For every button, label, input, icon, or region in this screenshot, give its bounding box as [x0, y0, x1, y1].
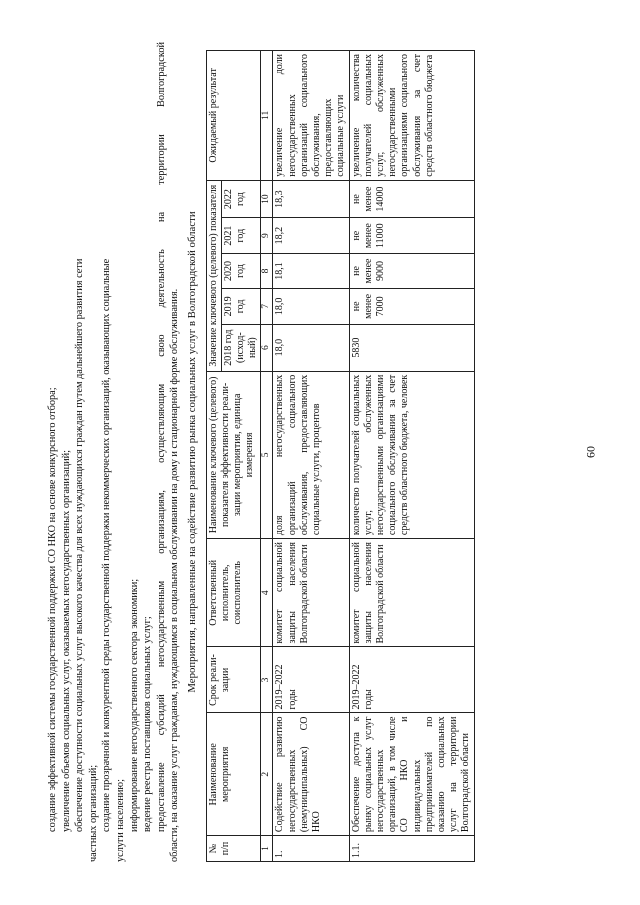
column-number: 6: [261, 324, 273, 371]
header-year: 2019 год: [221, 289, 261, 324]
row-responsible: комитет социальной защиты населения Волгоградской области: [349, 539, 474, 647]
header-year: 2018 год (исход-ный): [221, 324, 261, 371]
header-responsible: Ответственный исполнитель, соисполнитель: [206, 539, 261, 647]
row-result: увеличение количества получателей социальных услуг, обслуженных негосударственными организациями социального обслуживания за счет средств областного бюджета: [349, 51, 474, 181]
header-year: 2022 год: [221, 180, 261, 218]
column-number: 1: [261, 836, 273, 862]
row-value: не менее 11000: [349, 218, 474, 253]
row-value: 18,2: [273, 218, 349, 253]
header-name: Наименование мероприятия: [206, 713, 261, 836]
row-value: не менее 7000: [349, 289, 474, 324]
header-result: Ожидаемый результат: [206, 51, 261, 181]
intro-line: обеспечение доступности социальных услуг высокого качества для всех нуждающихся граждан путем дальнейшего развития сети: [74, 258, 86, 832]
column-number: 9: [261, 218, 273, 253]
column-number: 10: [261, 180, 273, 218]
row-num: 1.: [273, 836, 349, 862]
header-values-group: Значение ключевого (целевого) показателя: [206, 180, 221, 371]
column-number: 7: [261, 289, 273, 324]
row-name: Содействие развитию негосударственных (немуниципальных) СО НКО: [273, 713, 349, 836]
row-value: 18,0: [273, 289, 349, 324]
row-result: увеличение доли негосударственных организаций социального обслуживания, предоставляющих социальные услуги: [273, 51, 349, 181]
intro-line: ведение реестра поставщиков социальных услуг;: [142, 616, 154, 832]
intro-line: увеличение объемов социальных услуг, оказываемых негосударственных организаций;: [60, 450, 72, 832]
intro-line: услуги населению;: [114, 779, 126, 862]
row-indicator: количество получателей социальных услуг, обслуженных негосударственными организациями социального обслуживания за счет средств областного бюджета, человек: [349, 371, 474, 538]
column-number: 4: [261, 539, 273, 647]
rotated-content: [40, 32, 600, 872]
intro-line: предоставление субсидий негосударственным организациям, осуществляющим свою деятельность на территории Волгоградской: [155, 42, 167, 832]
column-number: 5: [261, 371, 273, 538]
row-value: 18,0: [273, 324, 349, 371]
intro-line: частных организаций;: [87, 764, 99, 862]
row-value: не менее 14000: [349, 180, 474, 218]
table-row: [349, 51, 474, 862]
header-year: 2020 год: [221, 253, 261, 288]
column-numbers-row: [261, 51, 273, 862]
row-term: 2019–2022 годы: [273, 647, 349, 713]
column-number: 8: [261, 253, 273, 288]
intro-line: области, на оказание услуг гражданам, нуждающимся в социальном обслуживании на дому и стационарной форме обслуживания.: [169, 288, 181, 862]
row-value: 5830: [349, 324, 474, 371]
intro-line: информирование негосударственного сектора экономики;: [128, 578, 140, 832]
column-number: 2: [261, 713, 273, 836]
table-row: [273, 51, 349, 862]
intro-line: создание эффективной системы государственной поддержки СО НКО на основе конкурсного отбора;: [47, 387, 58, 832]
header-num: № п/п: [206, 836, 261, 862]
page-number: 60: [583, 446, 598, 458]
intro-text: [46, 42, 182, 862]
row-value: 18,3: [273, 180, 349, 218]
column-number: 3: [261, 647, 273, 713]
table-title: Мероприятия, направленные на содействие развитию рынка социальных услуг в Волгоградской области: [185, 211, 198, 693]
row-value: 18,1: [273, 253, 349, 288]
row-term: 2019–2022 годы: [349, 647, 474, 713]
column-number: 11: [261, 51, 273, 181]
row-responsible: комитет социальной защиты населения Волгоградской области: [273, 539, 349, 647]
header-year: 2021 год: [221, 218, 261, 253]
row-value: не менее 9000: [349, 253, 474, 288]
row-indicator: доля негосударственных организаций социального обслуживания, предоставляющих социальные услуги, процентов: [273, 371, 349, 538]
row-name: Обеспечение доступа к рынку социальных услуг негосударственных организаций, в том числе СО НКО и индивидуальных предпринимателей по оказанию социальных услуг на территории Волгоградской области: [349, 713, 474, 836]
header-row: [206, 51, 221, 862]
header-term: Срок реали-зации: [206, 647, 261, 713]
row-num: 1.1.: [349, 836, 474, 862]
measures-table: [206, 50, 475, 862]
header-indicator: Наименование ключевого (целевого) показателя эффективности реали-зации мероприятия, единица измерения: [206, 371, 261, 538]
intro-line: создание прозрачной и конкурентной среды государственной поддержки некоммерческих организаций, оказывающих социальные: [101, 258, 113, 832]
